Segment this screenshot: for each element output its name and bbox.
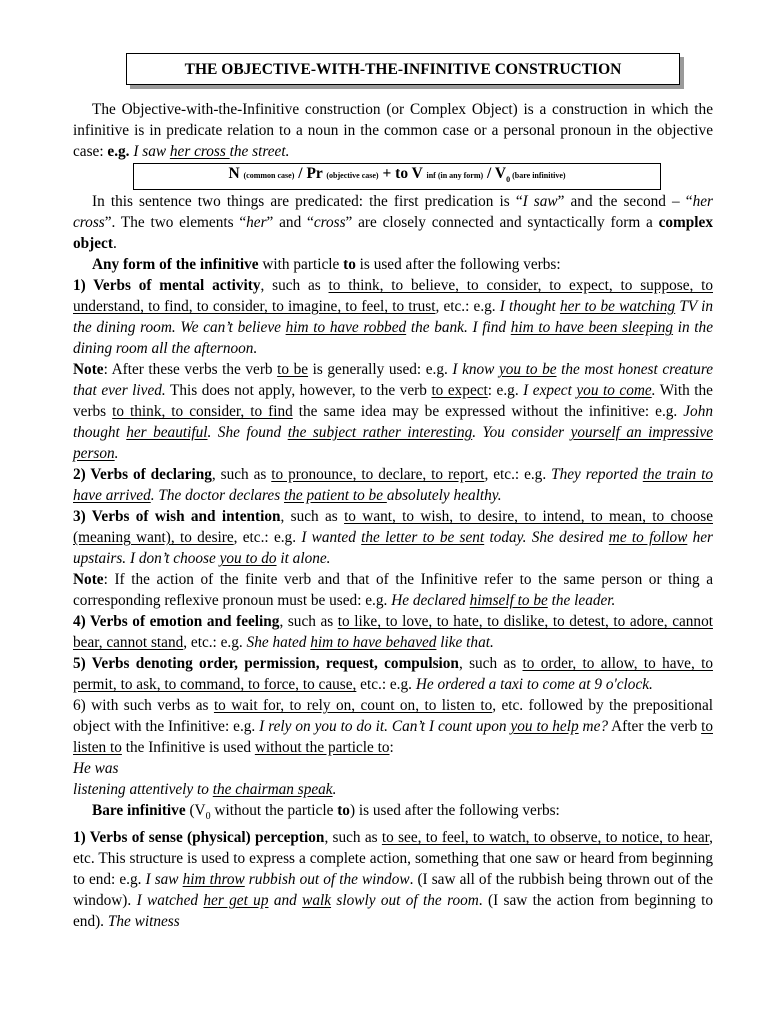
section-sense-perception: 1) Verbs of sense (physical) perception, such as to see, to feel, to watch, to observe, to notice, to hear, etc. This structure is used to express a complete action, something that one saw or heard from beginning to end: e.g. I saw him throw rubbish out of the window. (I saw all of the rubbish being thrown out of the window). I watched her get up and walk slowly out of the room. (I saw the action from beginning to end). The witness (73, 829, 714, 931)
document-body (73, 99, 713, 932)
section-order-permission: 5) Verbs denoting order, permission, request, compulsion, such as to order, to allow, to have, to permit, to ask, to command, to force, to cause, etc.: e.g. He ordered a taxi to come at 9 o'clock. (73, 655, 713, 694)
note-reflexive: Note: If the action of the finite verb and that of the Infinitive refer to the same person or thing a corresponding reflexive pronoun must be used: e.g. He declared himself to be the leader. (73, 571, 713, 610)
bare-infinitive-heading: Bare infinitive ($V_0$ without the particle to) is used after the following verbs: (92, 802, 560, 823)
document-title: THE OBJECTIVE-WITH-THE-INFINITIVE CONSTRUCTION (126, 53, 680, 85)
section-wish-intention: 3) Verbs of wish and intention, such as to want, to wish, to desire, to intend, to mean, to choose (meaning want), to desire, etc.: e.g. I wanted the letter to be sent today. She desired me to follow her upstairs. I don’t choose you to do it alone. (73, 508, 713, 568)
section-declaring: 2) Verbs of declaring, such as to pronounce, to declare, to report, etc.: e.g. They reported the train to have arrived. The doctor declares the patient to be absolutely healthy. (73, 466, 713, 505)
section-mental-activity: 1) Verbs of mental activity, such as to think, to believe, to consider, to expect, to suppose, to understand, to find, to consider, to imagine, to feel, to trust, etc.: e.g. I thought her to be watching TV in the dining room. We can’t believe him to have robbed the bank. I find him to have been sleeping in the dining room all the afternoon. (73, 277, 713, 358)
intro-paragraph: The Objective-with-the-Infinitive construction (or Complex Object) is a construction in which the infinitive is in predicate relation to a noun in the common case or a personal pronoun in the objective case: e.g. I saw her cross the street. (73, 101, 713, 160)
predication-paragraph: In this sentence two things are predicated: the first predication is “I saw” and the second – “her cross”. The two elements “her” and “cross” are closely connected and syntactically form a complex object. (73, 193, 713, 253)
note-to-be: Note: After these verbs the verb to be is generally used: e.g. I know you to be the most honest creature that ever lived. This does not apply, however, to the verb to expect: e.g. I expect you to come. With the verbs to think, to consider, to find the same idea may be expressed without the infinitive: e.g. John thought her beautiful. She found the subject rather interesting. You consider yourself an impressive person. (73, 361, 714, 463)
section-prepositional-object: 6) with such verbs as to wait for, to rely on, count on, to listen to, etc. followed by the prepositional object with the Infinitive: e.g. I rely on you to do it. Can’t I count upon you to help me? After the verb to listen to the Infinitive is used without the particle to: He was listening attentively to the chairman speak. (73, 697, 713, 799)
any-form-heading: Any form of the infinitive with particle to is used after the following verbs: (92, 256, 561, 274)
formula-box: N (common case) / Pr (objective case) + to V inf (in any form) / $V_0$ (bare infinitive) (133, 163, 661, 190)
section-emotion-feeling: 4) Verbs of emotion and feeling, such as to like, to love, to hate, to dislike, to detest, to adore, cannot bear, cannot stand, etc.: e.g. She hated him to have behaved like that. (73, 613, 713, 652)
